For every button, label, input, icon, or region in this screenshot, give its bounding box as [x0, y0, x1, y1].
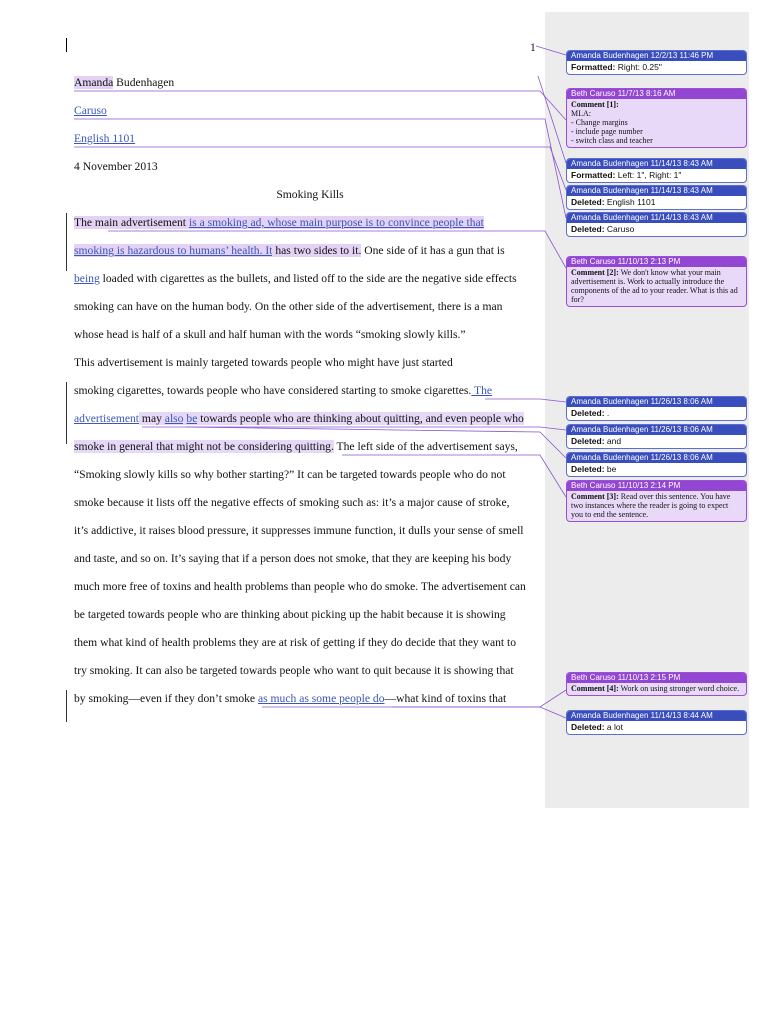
instructor-line[interactable]: Caruso	[74, 104, 107, 117]
balloon-text: MLA: - Change margins - include page number - switch class and teacher	[571, 109, 653, 145]
balloon-deleted[interactable]	[566, 396, 747, 421]
text-run: be targeted towards people who are thinking about picking up the habit because it is showing	[74, 608, 506, 621]
balloon-comment[interactable]	[566, 256, 747, 307]
balloon-header: Amanda Budenhagen 11/14/13 8:43 AM	[567, 159, 746, 169]
balloon-text: Left: 1", Right: 1"	[615, 170, 682, 180]
text-run: “Smoking slowly kills so why bother starting?” It can be targeted towards people who do not	[74, 468, 506, 481]
essay-line[interactable]	[74, 272, 517, 286]
balloon-text: and	[604, 436, 622, 446]
essay-line[interactable]	[74, 608, 506, 622]
balloon-label: Deleted:	[571, 197, 605, 207]
essay-title[interactable]: Smoking Kills	[276, 188, 344, 201]
text-run: advertisement	[74, 412, 140, 425]
course-line[interactable]: English 1101	[74, 132, 136, 145]
balloon-text: Read over this sentence. You have two instances where the reader is going to expect you to end the sentence.	[571, 492, 731, 519]
balloon-header: Amanda Budenhagen 11/14/13 8:44 AM	[567, 711, 746, 721]
text-run: be	[186, 412, 198, 425]
balloon-label: Deleted:	[571, 722, 605, 732]
change-bar	[66, 213, 67, 271]
balloon-header: Amanda Budenhagen 11/26/13 8:06 AM	[567, 453, 746, 463]
balloon-text: English 1101	[604, 197, 656, 207]
balloon-comment[interactable]	[566, 88, 747, 148]
text-run: by smoking—even if they don’t smoke	[74, 692, 258, 705]
balloon-label: Comment [2]:	[571, 268, 619, 277]
essay-line[interactable]	[74, 524, 524, 538]
text-run: —what kind of toxins that	[384, 692, 507, 705]
balloon-deleted[interactable]	[566, 424, 747, 449]
balloon-comment[interactable]	[566, 480, 747, 522]
change-bar	[66, 690, 67, 722]
date-line[interactable]: 4 November 2013	[74, 160, 158, 173]
essay-line[interactable]	[74, 636, 516, 650]
essay-line[interactable]	[74, 384, 492, 398]
balloon-text: Caruso	[604, 224, 635, 234]
text-run: smoking can have on the human body. On the other side of the advertisement, there is a man	[74, 300, 503, 313]
author-line[interactable]	[74, 76, 174, 90]
text-run: The left side of the advertisement says,	[333, 440, 518, 453]
text-run: it’s addictive, it raises blood pressure, it suppresses immune function, it dulls your sense of smell	[74, 524, 524, 537]
text-run: whose head is half of a skull and half human with the words “smoking slowly kills.”	[74, 328, 466, 341]
text-cursor	[66, 38, 67, 52]
text-run: The	[471, 384, 493, 397]
essay-line[interactable]	[74, 300, 502, 314]
balloon-text: Work on using stronger word choice.	[618, 684, 740, 693]
balloon-formatted[interactable]	[566, 158, 747, 183]
balloon-deleted[interactable]	[566, 452, 747, 477]
balloon-text: .	[604, 408, 610, 418]
text-run: may	[139, 412, 165, 425]
text-run: smoke because it lists off the negative effects of smoking such as: it’s a major cause of stroke,	[74, 496, 510, 509]
text-run: smoking cigarettes, towards people who have considered starting to smoke cigarettes.	[74, 384, 472, 397]
essay-line[interactable]	[74, 552, 511, 566]
text-run: also	[164, 412, 184, 425]
balloon-label: Deleted:	[571, 224, 605, 234]
text-run: is a smoking ad, whose main purpose is to convince people that	[188, 216, 484, 229]
balloon-header: Amanda Budenhagen 11/14/13 8:43 AM	[567, 213, 746, 223]
balloon-deleted[interactable]	[566, 710, 747, 735]
essay-line[interactable]	[74, 440, 518, 454]
balloon-label: Deleted:	[571, 408, 605, 418]
balloon-label: Deleted:	[571, 436, 605, 446]
text-run: The main advertisement	[74, 216, 189, 229]
essay-line[interactable]	[74, 216, 484, 230]
balloon-label: Comment [4]:	[571, 684, 619, 693]
text-run: has two sides to it.	[272, 244, 362, 257]
essay-line[interactable]	[74, 356, 453, 370]
balloon-text: We don't know what your main advertisement is. Work to actually introduce the components of the ad to your reader. What is this ad for?	[571, 268, 738, 304]
balloon-header: Beth Caruso 11/10/13 2:13 PM	[567, 257, 746, 267]
balloon-formatted[interactable]	[566, 50, 747, 75]
text-run: One side of it has a gun that is	[361, 244, 505, 257]
page-number: 1	[530, 41, 536, 54]
text-run: smoke in general that might not be considering quitting.	[74, 440, 334, 453]
balloon-label: Formatted:	[571, 62, 616, 72]
balloon-deleted[interactable]	[566, 212, 747, 237]
text-run: try smoking. It can also be targeted towards people who want to quit because it is showing that	[74, 664, 514, 677]
balloon-header: Amanda Budenhagen 11/26/13 8:06 AM	[567, 397, 746, 407]
change-bar	[66, 382, 67, 444]
balloon-comment[interactable]	[566, 672, 747, 696]
balloon-header: Beth Caruso 11/7/13 8:16 AM	[567, 89, 746, 99]
balloon-deleted[interactable]	[566, 185, 747, 210]
balloon-label: Deleted:	[571, 464, 605, 474]
essay-line[interactable]	[74, 496, 510, 510]
balloon-label: Comment [1]:	[571, 100, 619, 109]
balloon-header: Amanda Budenhagen 12/2/13 11:46 PM	[567, 51, 746, 61]
text-run: being	[74, 272, 100, 285]
text-run: as much as some people do	[257, 692, 385, 705]
essay-line[interactable]	[74, 244, 505, 258]
essay-line[interactable]	[74, 412, 524, 426]
balloon-label: Formatted:	[571, 170, 616, 180]
text-run: and taste, and so on. It’s saying that if a person does not smoke, that they are keeping his body	[74, 552, 512, 565]
balloon-header: Amanda Budenhagen 11/14/13 8:43 AM	[567, 186, 746, 196]
text-run: loaded with cigarettes as the bullets, and listed off to the side are the negative side effects	[99, 272, 517, 285]
author-last-name: Budenhagen	[113, 76, 175, 89]
text-run: towards people who are thinking about quitting, and even people who	[197, 412, 524, 425]
balloon-label: Comment [3]:	[571, 492, 619, 501]
essay-line[interactable]	[74, 692, 506, 706]
essay-line[interactable]	[74, 468, 506, 482]
balloon-header: Amanda Budenhagen 11/26/13 8:06 AM	[567, 425, 746, 435]
author-first-name: Amanda	[74, 76, 114, 89]
balloon-text: a lot	[604, 722, 623, 732]
essay-line[interactable]	[74, 664, 514, 678]
text-run: smoking is hazardous to humans’ health. It	[74, 244, 273, 257]
balloon-text: be	[604, 464, 617, 474]
balloon-header: Beth Caruso 11/10/13 2:15 PM	[567, 673, 746, 683]
text-run: This advertisement is mainly targeted towards people who might have just started	[74, 356, 453, 369]
text-run: them what kind of health problems they are at risk of getting if they do decide that they want to	[74, 636, 517, 649]
essay-line[interactable]	[74, 328, 466, 342]
balloon-header: Beth Caruso 11/10/13 2:14 PM	[567, 481, 746, 491]
text-run: much more free of toxins and health problems than people who do smoke. The advertisement can	[74, 580, 526, 593]
balloon-text: Right: 0.25"	[615, 62, 662, 72]
essay-line[interactable]	[74, 580, 526, 594]
